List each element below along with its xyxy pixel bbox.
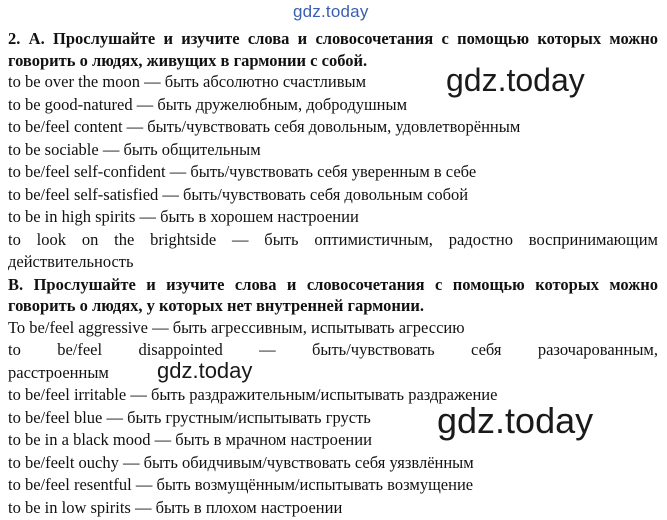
watermark: gdz.today: [446, 62, 585, 98]
section-b-item: to be/feel irritable — быть раздражительным/испытывать раздражение: [8, 385, 498, 404]
section-b-heading: В. Прослушайте и изучите слова и словосочетания с помощью которых можно говорить о людях, у которых нет внутренней гармонии.: [8, 274, 658, 315]
section-a-item: to be/feel self-confident — быть/чувствовать себя уверенным в себе: [8, 162, 477, 181]
section-a-item: to be good-natured — быть дружелюбным, добродушным: [8, 94, 408, 114]
section-a-item: to be/feel self-satisfied — быть/чувствовать себя довольным собой: [8, 184, 469, 204]
watermark: gdz.today: [437, 400, 594, 441]
section-a-heading: 2. А. Прослушайте и изучите слова и словосочетания с помощью которых можно говорить о людях, живущих в гармонии с собой.: [8, 29, 658, 70]
section-b-item: To be/feel aggressive — быть агрессивным, испытывать агрессию: [8, 317, 465, 337]
section-b-item: to be/feel resentful — быть возмущённым/испытывать возмущение: [8, 475, 474, 494]
section-b-item: to be in low spirits — быть в плохом настроении: [8, 497, 343, 517]
watermark: gdz.today: [157, 358, 253, 383]
section-b-item: to be/feel disappointed — быть/чувствовать себя разочарованным,: [8, 340, 658, 359]
section-b-item: to be/feel blue — быть грустным/испытывать грусть: [8, 407, 371, 427]
watermark-top: gdz.today: [293, 2, 369, 21]
exercise-page: [8, 28, 658, 519]
section-a-item: to be over the moon — быть абсолютно счастливым: [8, 72, 367, 91]
section-b-item: to be in a black mood — быть в мрачном настроении: [8, 430, 372, 449]
section-a-item: to be/feel content — быть/чувствовать себя довольным, удовлетворённым: [8, 117, 521, 136]
section-a-item: to look on the brightside — быть оптимистичным, радостно воспринимающим действительность: [8, 229, 658, 271]
section-a-item: to be in high spirits — быть в хорошем настроении: [8, 207, 359, 226]
section-a-item: to be sociable — быть общительным: [8, 139, 261, 159]
section-b-item-continuation: расстроенным: [8, 362, 109, 382]
section-b-item: to be/feelt ouchy — быть обидчивым/чувствовать себя уязвлённым: [8, 452, 474, 472]
